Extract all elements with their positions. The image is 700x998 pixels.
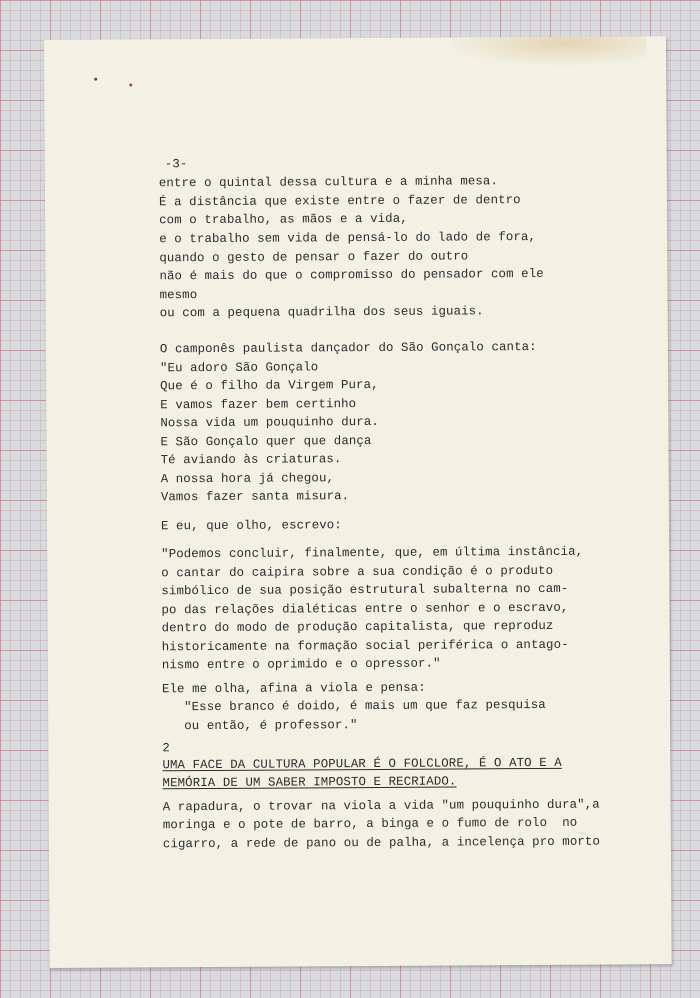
verse-line: Nossa vida um pouquinho dura. (160, 414, 379, 431)
section-heading: UMA FACE DA CULTURA POPULAR É O FOLCLORE, É O ATO E A (162, 755, 562, 773)
verse-line: Vamos fazer santa misura. (160, 489, 350, 505)
quote-line: "Podemos concluir, finalmente, que, em última instância, (161, 544, 584, 562)
verse-line: Té aviando às criaturas. (160, 452, 342, 468)
text-line: cigarro, a rede de pano ou de palha, a incelença pro morto (162, 834, 601, 852)
ink-speck (129, 83, 132, 86)
section-heading: MEMÓRIA DE UM SABER IMPOSTO E RECRIADO. (162, 774, 457, 791)
text-line: quando o gesto de pensar o fazer do outro (159, 249, 469, 266)
text-line: entre o quintal dessa cultura e a minha mesa. (158, 174, 499, 191)
verse-line: "Eu adoro São Gonçalo (159, 360, 319, 376)
ink-speck (94, 78, 97, 81)
quote-line: simbólico de sua posição estrutural subalterna no cam- (161, 581, 569, 599)
text-line: Ele me olha, afina a viola e pensa: (161, 680, 426, 697)
text-line: O camponês paulista dançador do São Gonçalo canta: (159, 339, 537, 357)
text-line: A rapadura, o trovar na viola a vida "um pouquinho dura",a (162, 797, 600, 815)
quote-line: nismo entre o oprimido e o opressor." (161, 656, 441, 673)
quote-line: dentro do modo de produção capitalista, que reproduz (161, 618, 554, 636)
verse-line: E São Gonçalo quer que dança (160, 434, 372, 450)
text-line: com o trabalho, as mãos e a vida, (159, 211, 408, 228)
text-line: E eu, que olho, escrevo: (160, 518, 342, 534)
quote-line: po das relações dialéticas entre o senhor e o escravo, (161, 600, 569, 618)
verse-line: A nossa hora já chegou, (160, 471, 335, 487)
text-line: ou com a pequena quadrilha dos seus iguais. (159, 304, 484, 321)
quote-line: "Esse branco é doido, é mais um que faz pesquisa (184, 697, 546, 715)
text-line: mesmo (159, 288, 198, 303)
quote-line: o cantar do caipira sobre a sua condição é o produto (161, 563, 554, 581)
text-line: É a distância que existe entre o fazer de dentro (158, 193, 521, 210)
text-line: moringa e o pote de barro, a binga e o fumo de rolo no (162, 815, 578, 833)
text-line: não é mais do que o compromisso do pensador com ele (159, 266, 544, 284)
verse-line: Que é o filho da Virgem Pura, (160, 377, 379, 394)
paper-stain (446, 36, 646, 67)
quote-line: ou então, é professor." (184, 718, 358, 734)
text-line: e o trabalho sem vida de pensá-lo do lado de fora, (159, 229, 537, 247)
typewritten-page (44, 36, 672, 968)
page-number: -3- (164, 157, 188, 172)
section-number: 2 (162, 741, 170, 756)
quote-line: historicamente na formação social periférica o antago- (161, 637, 569, 655)
verse-line: E vamos fazer bem certinho (160, 397, 357, 413)
